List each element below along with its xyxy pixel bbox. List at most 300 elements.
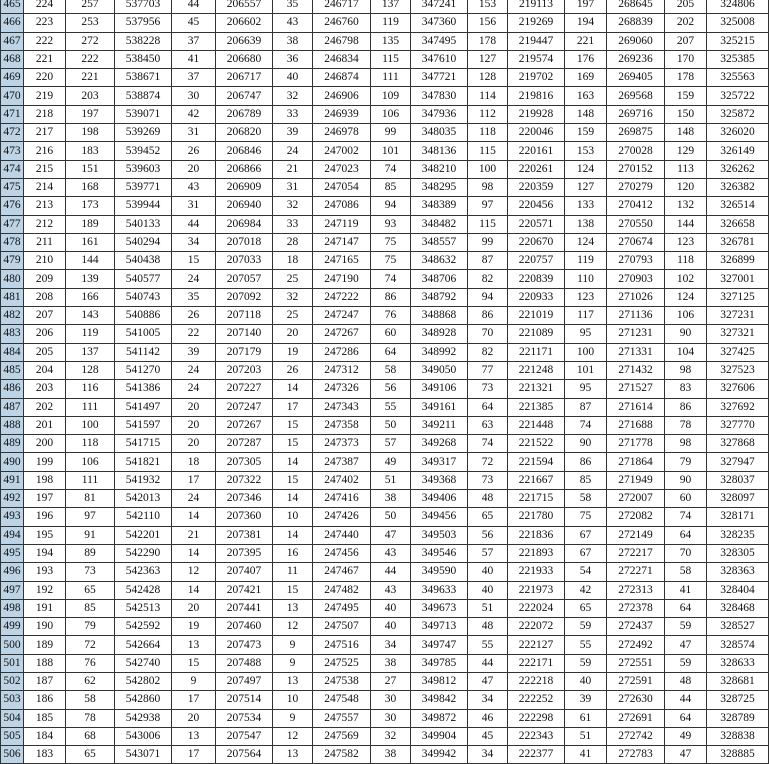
table-cell: 47 [665,746,707,764]
table-cell: 13 [273,746,313,764]
table-cell: 219447 [508,32,565,50]
table-cell: 221248 [508,361,565,379]
table-cell: 204 [24,361,66,379]
row-index-cell: 467 [1,32,24,50]
table-row [1,416,769,434]
table-cell: 247222 [313,288,371,306]
table-cell: 43 [172,178,216,196]
table-cell: 325872 [707,105,769,123]
table-cell: 73 [66,563,115,581]
table-cell: 79 [665,453,707,471]
table-cell: 347241 [411,0,468,14]
table-row [1,435,769,453]
table-cell: 73 [468,471,508,489]
table-cell: 246978 [313,124,371,142]
table-row [1,398,769,416]
table-cell: 206909 [216,178,273,196]
table-cell: 197 [24,490,66,508]
table-cell: 213 [24,197,66,215]
row-index-cell: 478 [1,233,24,251]
table-cell: 59 [565,654,607,672]
table-cell: 542860 [115,691,172,709]
table-cell: 28 [273,233,313,251]
table-cell: 82 [468,343,508,361]
table-cell: 65 [468,508,508,526]
table-cell: 74 [665,508,707,526]
table-cell: 64 [665,709,707,727]
table-cell: 14 [172,581,216,599]
row-index-cell: 488 [1,416,24,434]
table-cell: 270674 [607,233,665,251]
table-row [1,87,769,105]
table-cell: 348035 [411,124,468,142]
table-row [1,270,769,288]
table-cell: 247373 [313,435,371,453]
table-cell: 11 [273,563,313,581]
table-cell: 348557 [411,233,468,251]
table-cell: 32 [371,727,411,745]
table-cell: 190 [24,618,66,636]
table-cell: 50 [371,416,411,434]
table-cell: 20 [273,325,313,343]
table-cell: 221973 [508,581,565,599]
table-cell: 201 [24,416,66,434]
table-cell: 138 [565,215,607,233]
table-cell: 74 [371,160,411,178]
table-cell: 135 [371,32,411,50]
table-cell: 12 [172,563,216,581]
row-index-cell: 466 [1,14,24,32]
table-cell: 41 [665,581,707,599]
row-index-cell: 505 [1,727,24,745]
table-cell: 97 [468,197,508,215]
table-cell: 272437 [607,618,665,636]
row-index-cell: 494 [1,526,24,544]
table-cell: 222252 [508,691,565,709]
table-cell: 221448 [508,416,565,434]
table-cell: 15 [172,654,216,672]
table-row [1,124,769,142]
table-cell: 186 [24,691,66,709]
table-cell: 43 [273,14,313,32]
table-cell: 94 [371,197,411,215]
table-cell: 207033 [216,252,273,270]
table-cell: 123 [565,288,607,306]
table-cell: 26 [172,142,216,160]
table-cell: 271778 [607,435,665,453]
table-cell: 327770 [707,416,769,434]
table-cell: 348632 [411,252,468,270]
table-cell: 173 [66,197,115,215]
table-cell: 247426 [313,508,371,526]
table-cell: 24 [273,142,313,160]
table-cell: 206846 [216,142,273,160]
table-cell: 327606 [707,380,769,398]
table-cell: 247267 [313,325,371,343]
table-cell: 196 [24,508,66,526]
table-cell: 220670 [508,233,565,251]
table-cell: 189 [24,636,66,654]
row-index-cell: 477 [1,215,24,233]
table-cell: 21 [273,160,313,178]
table-cell: 541597 [115,416,172,434]
table-cell: 127 [468,50,508,68]
table-cell: 328235 [707,526,769,544]
table-row [1,599,769,617]
table-cell: 39 [273,124,313,142]
table-cell: 17 [172,471,216,489]
table-cell: 540133 [115,215,172,233]
table-cell: 13 [172,636,216,654]
row-index-cell: 472 [1,124,24,142]
table-cell: 137 [66,343,115,361]
table-cell: 328574 [707,636,769,654]
table-cell: 269568 [607,87,665,105]
table-cell: 539771 [115,178,172,196]
table-cell: 206717 [216,69,273,87]
table-cell: 57 [371,435,411,453]
table-cell: 222024 [508,599,565,617]
row-index-cell: 501 [1,654,24,672]
table-cell: 220456 [508,197,565,215]
table-cell: 189 [66,215,115,233]
table-cell: 327231 [707,307,769,325]
table-cell: 219816 [508,87,565,105]
table-cell: 269716 [607,105,665,123]
table-cell: 47 [371,526,411,544]
table-cell: 31 [172,197,216,215]
table-cell: 65 [66,746,115,764]
table-cell: 93 [371,215,411,233]
table-cell: 272082 [607,508,665,526]
table-cell: 20 [172,709,216,727]
table-row [1,727,769,745]
table-cell: 194 [24,544,66,562]
table-cell: 221715 [508,490,565,508]
table-cell: 247326 [313,380,371,398]
table-cell: 86 [371,288,411,306]
table-cell: 325385 [707,50,769,68]
table-cell: 206866 [216,160,273,178]
table-row [1,69,769,87]
table-cell: 542110 [115,508,172,526]
table-cell: 349812 [411,672,468,690]
table-cell: 206984 [216,215,273,233]
table-cell: 247495 [313,599,371,617]
table-row [1,490,769,508]
table-cell: 106 [665,307,707,325]
row-index-cell: 473 [1,142,24,160]
table-cell: 200 [24,435,66,453]
table-cell: 98 [468,178,508,196]
table-cell: 541821 [115,453,172,471]
table-cell: 271432 [607,361,665,379]
table-cell: 58 [371,361,411,379]
table-cell: 207407 [216,563,273,581]
table-row [1,233,769,251]
table-cell: 207441 [216,599,273,617]
table-cell: 207381 [216,526,273,544]
table-cell: 24 [172,490,216,508]
table-cell: 77 [468,361,508,379]
table-cell: 192 [24,581,66,599]
table-cell: 207547 [216,727,273,745]
table-row [1,563,769,581]
table-cell: 247387 [313,453,371,471]
table-cell: 24 [172,380,216,398]
table-cell: 178 [468,32,508,50]
table-cell: 70 [665,544,707,562]
table-cell: 271688 [607,416,665,434]
table-cell: 221385 [508,398,565,416]
table-cell: 272007 [607,490,665,508]
table-row [1,197,769,215]
row-index-cell: 496 [1,563,24,581]
table-cell: 15 [273,471,313,489]
table-cell: 325722 [707,87,769,105]
table-cell: 271527 [607,380,665,398]
table-cell: 132 [665,197,707,215]
table-cell: 247440 [313,526,371,544]
table-cell: 271136 [607,307,665,325]
table-cell: 87 [565,398,607,416]
table-cell: 217 [24,124,66,142]
table-cell: 14 [273,453,313,471]
table-cell: 247482 [313,581,371,599]
table-cell: 61 [565,709,607,727]
table-cell: 541142 [115,343,172,361]
table-cell: 207287 [216,435,273,453]
row-index-cell: 493 [1,508,24,526]
table-cell: 188 [24,654,66,672]
table-cell: 202 [24,398,66,416]
table-cell: 247557 [313,709,371,727]
table-row [1,618,769,636]
table-cell: 348992 [411,343,468,361]
row-index-cell: 471 [1,105,24,123]
table-cell: 47 [468,672,508,690]
table-cell: 144 [665,215,707,233]
table-cell: 115 [468,215,508,233]
table-cell: 348868 [411,307,468,325]
table-cell: 349317 [411,453,468,471]
table-cell: 40 [468,581,508,599]
table-cell: 15 [273,435,313,453]
table-cell: 112 [468,105,508,123]
table-cell: 199 [24,453,66,471]
row-index-cell: 492 [1,490,24,508]
table-cell: 206940 [216,197,273,215]
table-cell: 222 [24,32,66,50]
table-cell: 38 [371,654,411,672]
table-cell: 40 [273,69,313,87]
table-cell: 207 [665,32,707,50]
table-cell: 326262 [707,160,769,178]
table-cell: 221171 [508,343,565,361]
table-cell: 540886 [115,307,172,325]
table-cell: 148 [665,124,707,142]
table-cell: 206 [24,325,66,343]
table-cell: 207346 [216,490,273,508]
table-cell: 72 [66,636,115,654]
table-cell: 30 [371,691,411,709]
table-cell: 247525 [313,654,371,672]
table-cell: 272691 [607,709,665,727]
table-cell: 34 [172,233,216,251]
table-cell: 15 [172,252,216,270]
table-cell: 247119 [313,215,371,233]
table-cell: 247358 [313,416,371,434]
table-cell: 328305 [707,544,769,562]
table-cell: 45 [172,14,216,32]
table-cell: 328097 [707,490,769,508]
table-cell: 222127 [508,636,565,654]
table-cell: 86 [665,398,707,416]
table-cell: 156 [468,14,508,32]
table-cell: 183 [24,746,66,764]
table-cell: 207092 [216,288,273,306]
table-cell: 247165 [313,252,371,270]
table-cell: 24 [172,361,216,379]
table-cell: 221933 [508,563,565,581]
table-cell: 349456 [411,508,468,526]
table-cell: 328404 [707,581,769,599]
table-cell: 100 [565,343,607,361]
table-cell: 326658 [707,215,769,233]
table-cell: 40 [371,618,411,636]
table-cell: 163 [565,87,607,105]
table-cell: 68 [66,727,115,745]
table-cell: 272492 [607,636,665,654]
table-cell: 540577 [115,270,172,288]
table-cell: 219113 [508,0,565,14]
table-cell: 166 [66,288,115,306]
table-cell: 22 [172,325,216,343]
row-index-cell: 487 [1,398,24,416]
table-cell: 109 [371,87,411,105]
table-cell: 33 [273,215,313,233]
table-cell: 224 [24,0,66,14]
table-cell: 539944 [115,197,172,215]
table-cell: 207322 [216,471,273,489]
row-index-cell: 498 [1,599,24,617]
table-cell: 349368 [411,471,468,489]
table-cell: 268645 [607,0,665,14]
table-cell: 220261 [508,160,565,178]
table-cell: 20 [172,398,216,416]
table-cell: 54 [565,563,607,581]
table-row [1,361,769,379]
table-cell: 118 [468,124,508,142]
table-cell: 79 [66,618,115,636]
table-cell: 85 [371,178,411,196]
table-cell: 328885 [707,746,769,764]
table-cell: 104 [665,343,707,361]
table-cell: 161 [66,233,115,251]
table-cell: 184 [24,727,66,745]
table-cell: 221522 [508,435,565,453]
table-cell: 98 [665,361,707,379]
table-cell: 15 [273,581,313,599]
table-row [1,343,769,361]
table-cell: 219928 [508,105,565,123]
table-cell: 349590 [411,563,468,581]
table-cell: 271026 [607,288,665,306]
table-cell: 45 [468,727,508,745]
table-cell: 90 [665,471,707,489]
table-cell: 222 [66,50,115,68]
table-cell: 43 [371,544,411,562]
table-cell: 221594 [508,453,565,471]
table-cell: 349904 [411,727,468,745]
table-row [1,178,769,196]
table-row [1,142,769,160]
table-cell: 328681 [707,672,769,690]
table-cell: 206557 [216,0,273,14]
table-cell: 214 [24,178,66,196]
table-cell: 246834 [313,50,371,68]
table-cell: 272551 [607,654,665,672]
table-cell: 85 [66,599,115,617]
table-cell: 348928 [411,325,468,343]
table-cell: 117 [565,307,607,325]
table-cell: 151 [66,160,115,178]
table-cell: 58 [665,563,707,581]
row-index-cell: 465 [1,0,24,14]
table-cell: 127 [565,178,607,196]
table-cell: 197 [565,0,607,14]
table-cell: 348482 [411,215,468,233]
table-cell: 124 [565,160,607,178]
table-cell: 247538 [313,672,371,690]
table-cell: 86 [565,453,607,471]
table-cell: 543071 [115,746,172,764]
table-cell: 246939 [313,105,371,123]
table-cell: 129 [665,142,707,160]
table-cell: 272378 [607,599,665,617]
table-cell: 207179 [216,343,273,361]
table-cell: 207460 [216,618,273,636]
table-cell: 65 [565,599,607,617]
table-cell: 9 [172,672,216,690]
table-row [1,105,769,123]
row-index-cell: 489 [1,435,24,453]
table-cell: 44 [172,0,216,14]
table-cell: 221780 [508,508,565,526]
table-cell: 206820 [216,124,273,142]
table-cell: 328468 [707,599,769,617]
table-cell: 220046 [508,124,565,142]
table-cell: 221 [565,32,607,50]
table-cell: 347936 [411,105,468,123]
table-cell: 220839 [508,270,565,288]
table-cell: 111 [66,471,115,489]
row-index-cell: 486 [1,380,24,398]
table-cell: 541270 [115,361,172,379]
table-cell: 58 [565,490,607,508]
table-cell: 538450 [115,50,172,68]
table-cell: 59 [665,618,707,636]
table-cell: 123 [665,233,707,251]
table-cell: 116 [66,380,115,398]
table-cell: 247516 [313,636,371,654]
table-cell: 9 [273,709,313,727]
table-row [1,288,769,306]
table-row [1,526,769,544]
table-cell: 220571 [508,215,565,233]
table-cell: 222072 [508,618,565,636]
table-cell: 540743 [115,288,172,306]
